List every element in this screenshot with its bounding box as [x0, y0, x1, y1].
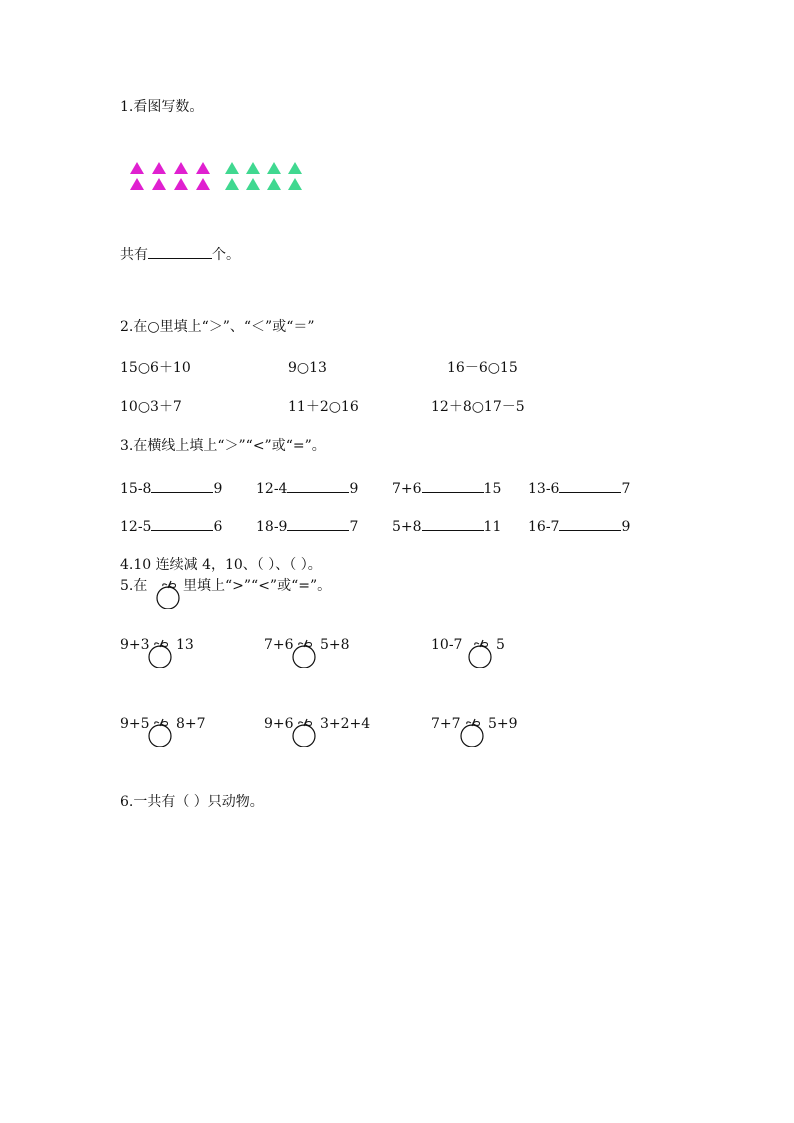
green-triangle: [267, 178, 281, 190]
green-triangle: [225, 178, 239, 190]
q1-title: 1.看图写数。: [120, 99, 204, 115]
magenta-triangle: [196, 178, 210, 190]
q2-item[interactable]: 16－6○15: [447, 360, 518, 376]
green-triangle: [288, 162, 302, 174]
q3-answer-blank[interactable]: [422, 478, 484, 493]
q3-item: 12-4 9: [256, 478, 358, 498]
green-triangle: [246, 162, 260, 174]
q2-item[interactable]: 11＋2○16: [288, 399, 359, 415]
q5-left: 7+7: [431, 716, 461, 732]
q3-answer-blank[interactable]: [559, 478, 621, 493]
green-triangle: [288, 178, 302, 190]
magenta-triangle: [196, 162, 210, 174]
q6-text: 6.一共有（ ）只动物。: [120, 794, 264, 810]
q2-item[interactable]: 10○3＋7: [120, 399, 182, 415]
apple-icon[interactable]: [290, 638, 318, 668]
q2-item[interactable]: 12＋8○17－5: [431, 399, 525, 415]
q3-answer-blank[interactable]: [151, 516, 213, 531]
q3-answer-blank[interactable]: [559, 516, 621, 531]
magenta-triangle: [130, 178, 144, 190]
q3-item: 13-6 7: [528, 478, 630, 498]
magenta-triangle: [152, 162, 166, 174]
green-triangle: [267, 162, 281, 174]
q3-item: 7+6 15: [392, 478, 501, 498]
q3-item: 12-5 6: [120, 516, 222, 536]
magenta-triangle: [174, 178, 188, 190]
q5-right: 13: [176, 637, 194, 653]
q3-item: 18-9 7: [256, 516, 358, 536]
q5-left: 9+6: [264, 716, 294, 732]
apple-icon[interactable]: [466, 638, 494, 668]
q4-text: 4.10 连续减 4，10、（ ）、（ ）。: [120, 557, 322, 573]
q5-left: 10-7: [431, 637, 463, 653]
q5-right: 5+9: [488, 716, 518, 732]
q1-answer-line: [120, 244, 240, 264]
apple-icon[interactable]: [146, 717, 174, 747]
q1-answer-blank[interactable]: [148, 244, 212, 259]
q5-right: 5+8: [320, 637, 350, 653]
magenta-triangle: [152, 178, 166, 190]
q5-right: 8+7: [176, 716, 206, 732]
q5-left: 9+3: [120, 637, 150, 653]
q3-item: 15-8 9: [120, 478, 222, 498]
q3-answer-blank[interactable]: [151, 478, 213, 493]
apple-icon[interactable]: [146, 638, 174, 668]
q3-item: 16-7 9: [528, 516, 630, 536]
q2-title: 2.在○里填上“＞”、“＜”或“＝”: [120, 319, 315, 335]
q5-left: 7+6: [264, 637, 294, 653]
q2-item[interactable]: 15○6＋10: [120, 360, 191, 376]
green-triangle: [246, 178, 260, 190]
q3-answer-blank[interactable]: [287, 516, 349, 531]
q3-answer-blank[interactable]: [422, 516, 484, 531]
magenta-triangle: [130, 162, 144, 174]
q3-item: 5+8 11: [392, 516, 501, 536]
q1-answer-suffix: 个。: [212, 247, 240, 263]
apple-icon[interactable]: [290, 717, 318, 747]
q5-title-a: 5.在: [120, 578, 148, 594]
q5-right: 5: [496, 637, 505, 653]
green-triangle: [225, 162, 239, 174]
apple-icon: [154, 579, 182, 609]
q3-answer-blank[interactable]: [287, 478, 349, 493]
q5-right: 3+2+4: [320, 716, 371, 732]
q5-left: 9+5: [120, 716, 150, 732]
q2-item[interactable]: 9○13: [288, 360, 327, 376]
q1-answer-prefix: 共有: [120, 247, 148, 263]
q5-title-b: 里填上“>”“<”或“=”。: [183, 578, 332, 594]
apple-icon[interactable]: [458, 717, 486, 747]
q3-title: 3.在横线上填上“＞”“<”或“=”。: [120, 438, 326, 454]
magenta-triangle: [174, 162, 188, 174]
